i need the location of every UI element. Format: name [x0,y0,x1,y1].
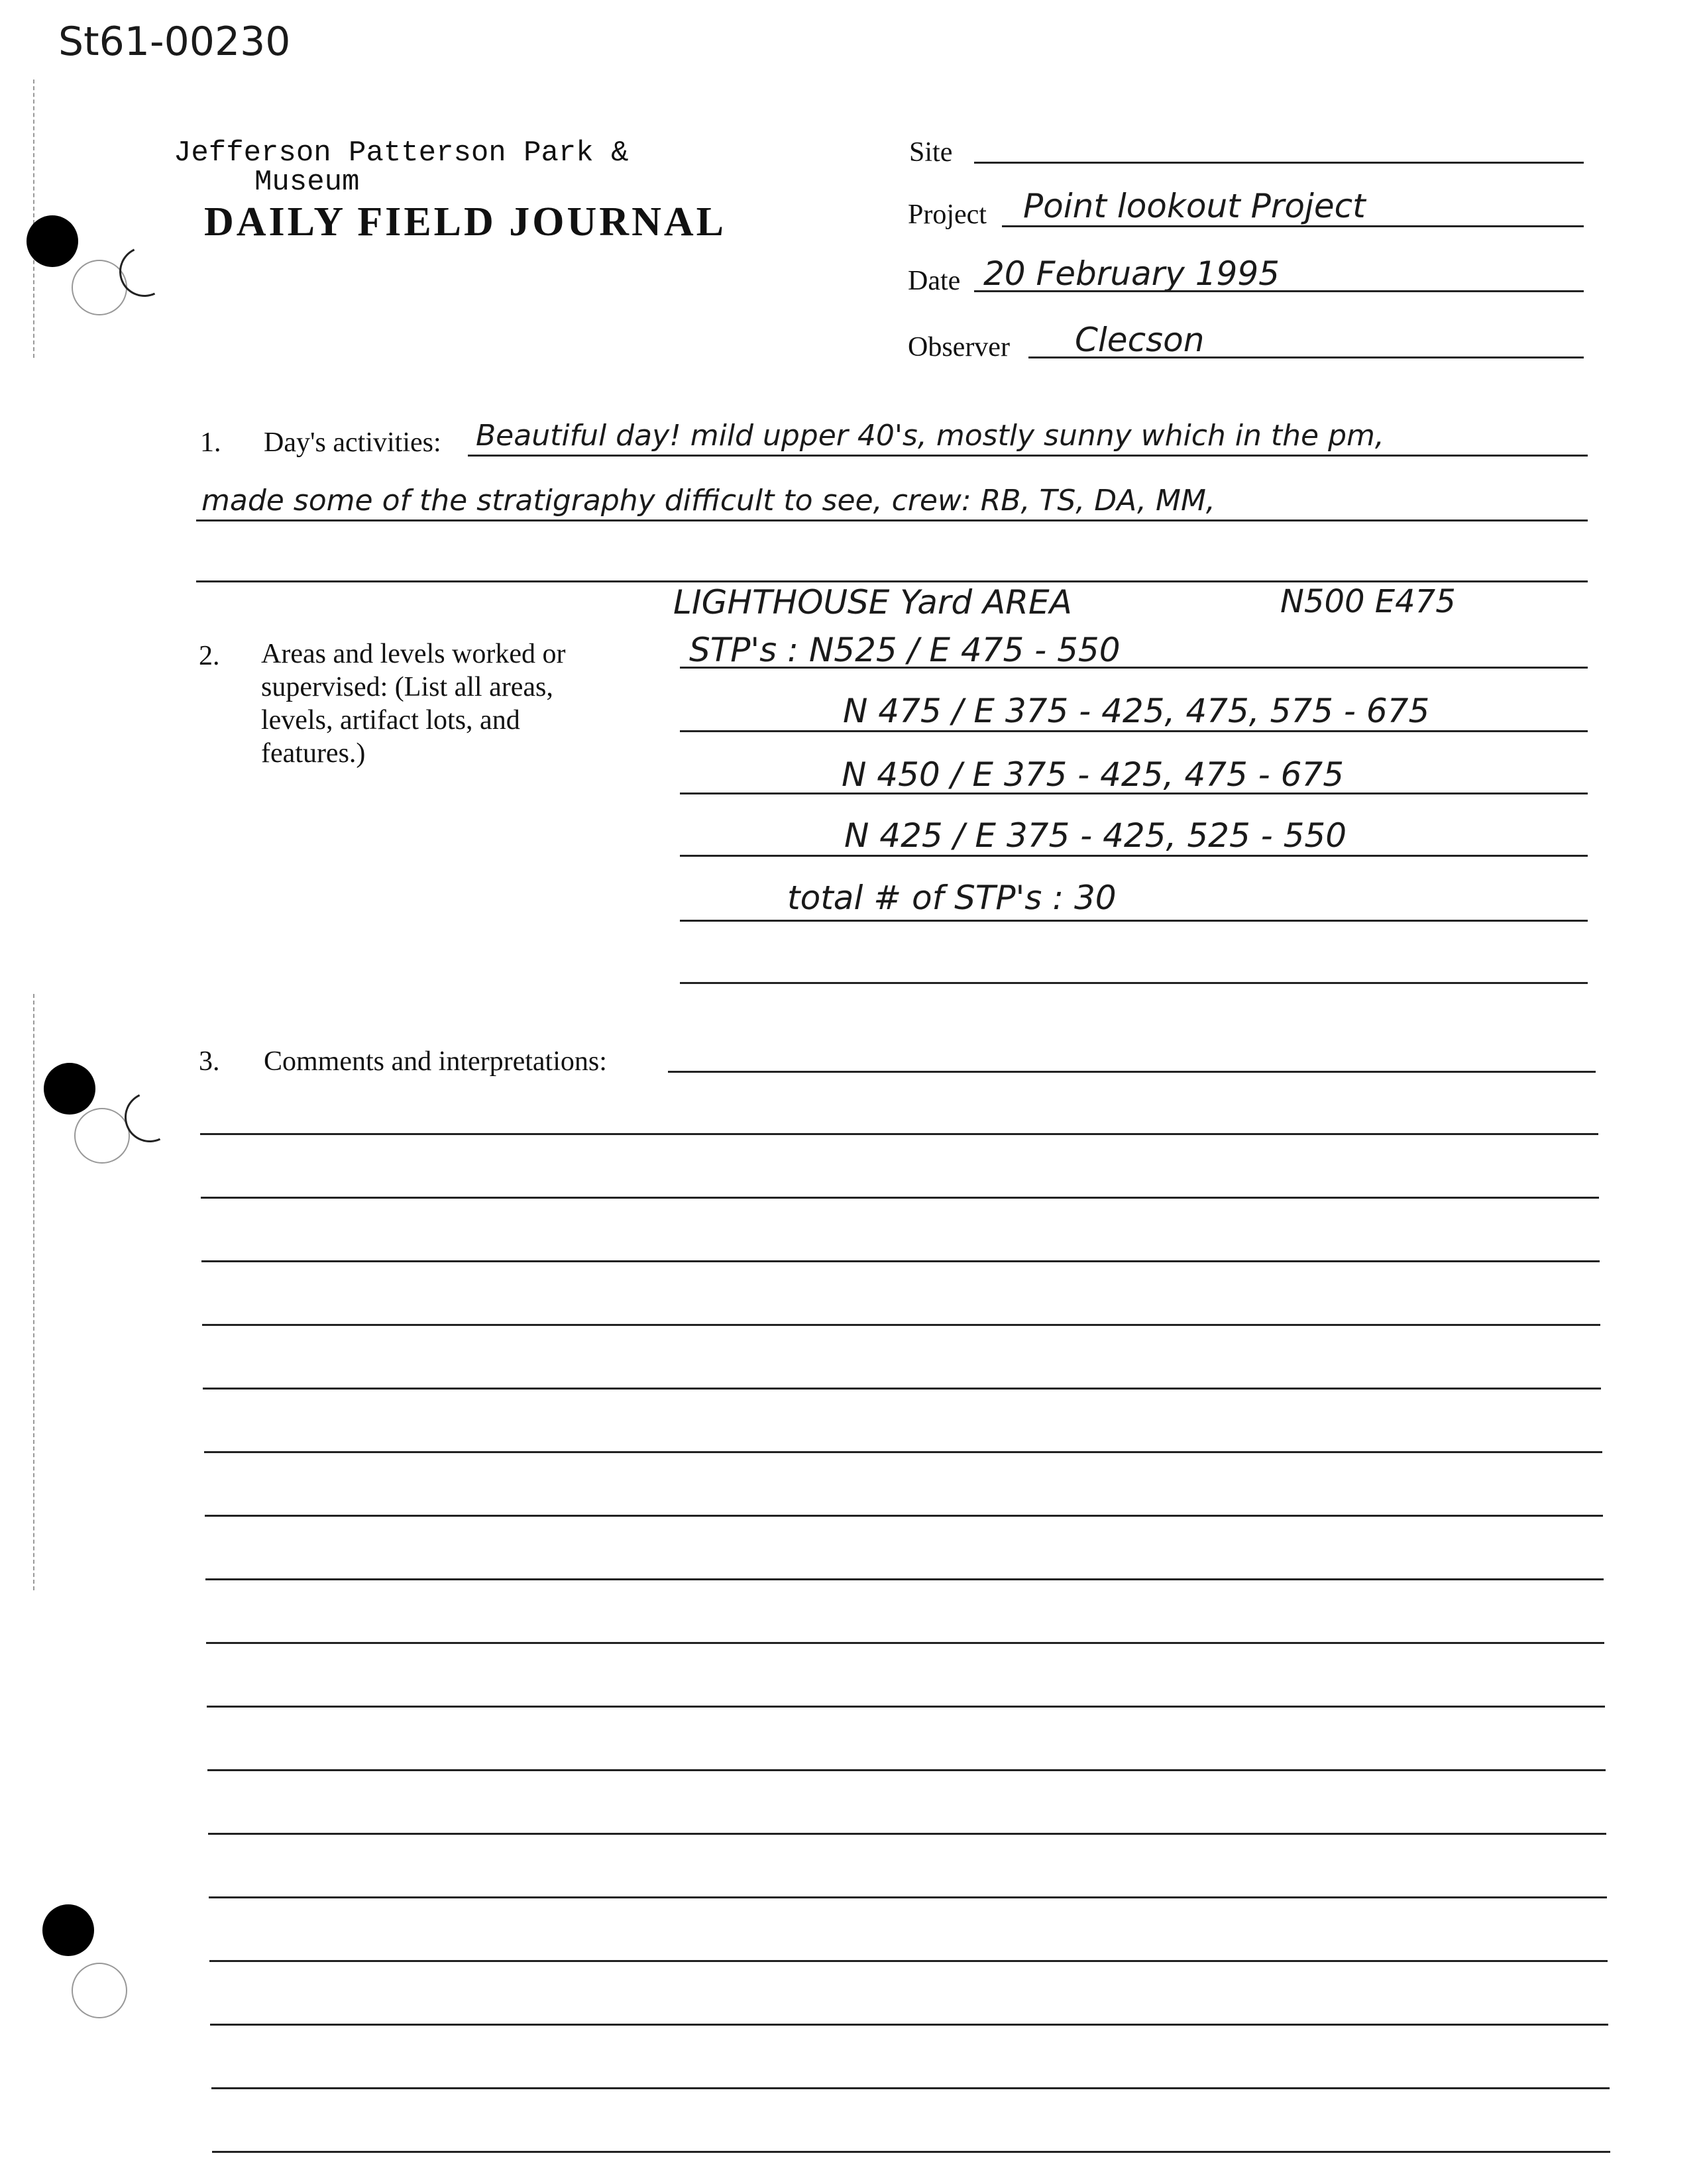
section2-entry: total # of STP's : 30 [787,879,1117,917]
document-id: St61-00230 [58,19,291,65]
project-value: Point lookout Project [1023,187,1366,225]
punch-hole-shadow [72,1963,127,2018]
observer-label: Observer [908,332,1010,362]
site-label: Site [909,137,953,168]
comment-rule [210,2024,1608,2026]
comment-rule [205,1515,1603,1517]
project-label: Project [908,199,987,230]
punch-hole-shadow [74,1108,130,1164]
margin-perforation [33,80,34,358]
date-value: 20 February 1995 [983,254,1280,293]
section2-heading-ref: N500 E475 [1280,583,1456,620]
comment-rule [208,1833,1606,1835]
comment-rule [204,1451,1602,1453]
section2-label-line: features.) [261,738,366,769]
punch-hole [42,1904,94,1956]
section3-rule [668,1071,1596,1073]
section2-label-line: Areas and levels worked or [261,639,566,669]
section2-rule [680,982,1588,984]
comment-rule [205,1578,1604,1580]
section1-line2: made some of the stratigraphy difficult to see, crew: RB, TS, DA, MM, [201,484,1215,518]
date-label: Date [908,266,961,296]
observer-value: Clecson [1075,321,1205,359]
date-underline [974,290,1584,292]
org-name-line2: Museum [254,166,360,199]
section3-number: 3. [199,1046,220,1077]
section1-label: Day's activities: [264,427,441,458]
section1-line1: Beautiful day! mild upper 40's, mostly sunny which in the pm, [476,419,1384,453]
punch-hole [44,1063,95,1115]
section2-label [261,637,566,770]
comment-rule [207,1706,1605,1708]
section2-number: 2. [199,641,220,671]
page-title: DAILY FIELD JOURNAL [204,199,726,245]
punch-hole [27,215,78,267]
project-underline [1002,225,1584,227]
section2-label-line: supervised: (List all areas, [261,672,553,702]
comment-rule [207,1769,1606,1771]
org-name-line1: Jefferson Patterson Park & [174,136,629,170]
section1-rule-3 [196,580,1588,582]
comment-rule [202,1324,1600,1326]
section2-label-line: levels, artifact lots, and [261,705,520,736]
comment-rule [206,1642,1604,1644]
section1-rule-1 [468,455,1588,457]
comment-rule [209,1960,1608,1962]
comment-rule [212,2151,1610,2153]
section2-entry: STP's : N525 / E 475 - 550 [689,631,1121,669]
observer-underline [1028,356,1584,358]
section2-rule [680,667,1588,669]
site-underline [974,162,1584,164]
section2-entry: N 475 / E 375 - 425, 475, 575 - 675 [843,692,1430,730]
section2-heading: LIGHTHOUSE Yard AREA [673,583,1072,622]
comment-rule [203,1388,1601,1390]
comment-rule [201,1260,1600,1262]
section2-rule [680,730,1588,732]
section1-number: 1. [200,427,221,458]
comment-rule [209,1896,1607,1898]
section2-entry: N 450 / E 375 - 425, 475 - 675 [842,755,1345,794]
section3-label: Comments and interpretations: [264,1046,607,1077]
comment-rule [200,1133,1598,1135]
section2-rule [680,792,1588,794]
section2-rule [680,920,1588,922]
margin-perforation [33,994,34,1590]
section2-entry: N 425 / E 375 - 425, 525 - 550 [844,816,1347,855]
section2-rule [680,855,1588,857]
comment-rule [201,1197,1599,1199]
section1-rule-2 [196,519,1588,521]
comment-rule [211,2087,1610,2089]
